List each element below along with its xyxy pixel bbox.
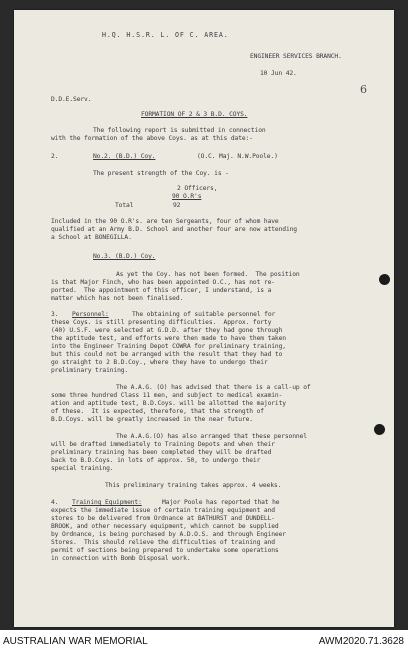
aag1-line: some three hundred Class 11 men, and subject to medical examin-	[51, 392, 283, 399]
para2-number: 2.	[51, 153, 59, 160]
total-value: 92	[173, 202, 181, 209]
aag2-line: preliminary training has been completed they will be drafted	[51, 449, 272, 456]
para2-body-line: a School at BONEGILLA.	[51, 234, 132, 241]
para3-line: into the Engineer Training Depot COWRA for preliminary training,	[51, 343, 286, 350]
no3-body-line: As yet the Coy. has not been formed. The position	[116, 271, 300, 278]
intro-line: with the formation of the above Coys. as at this date:-	[51, 135, 253, 142]
aag2-line: back to B.D.Coys. in lots of approx. 50, to undergo their	[51, 457, 261, 464]
aag2-line: The A.A.G.(O) has also arranged that these personnel	[116, 433, 307, 440]
aag1-line: B.D.Coys. will be greatly increased in the near future.	[51, 416, 253, 423]
para3-line: preliminary training.	[51, 367, 129, 374]
para4-line: stores to be delivered from Ordnance at BATHURST and DUNDELL-	[51, 515, 275, 522]
para4-line: permit of sections being prepared to undertake some operations	[51, 547, 279, 554]
para4-line: by Ordnance, is being purchased by A.D.O.S. and through Engineer	[51, 531, 286, 538]
intro-line: The following report is submitted in connection	[93, 127, 266, 134]
para3-line: but this could not be arranged with the result that they had to	[51, 351, 283, 358]
no3-body-line: is that Major Finch, who has been appointed O.C., has not re-	[51, 279, 275, 286]
page-number: 6	[360, 83, 367, 96]
para3-number: 3.	[51, 311, 59, 318]
strength-ors: 90 O.R's	[172, 193, 202, 200]
strength-officers: 2 Officers,	[177, 185, 218, 192]
total-label: Total	[115, 202, 134, 209]
para2-body-line: qualified at an Army B.D. School and another four are now attending	[51, 226, 297, 233]
footer-accession: AWM2020.71.3628	[318, 636, 404, 647]
document-date: 10 Jun 42.	[260, 70, 297, 77]
para4-line: in connection with Bomb Disposal work.	[51, 555, 191, 562]
punch-hole	[379, 274, 390, 285]
no3-heading: No.3. (B.D.) Coy.	[93, 253, 156, 260]
footer-bar	[0, 630, 408, 653]
header-line: H.Q. H.S.R. L. OF C. AREA.	[102, 31, 229, 39]
addressee: D.D.E.Serv.	[51, 96, 92, 103]
document-page	[14, 10, 394, 627]
para4-line: Major Poole has reported that he	[162, 499, 280, 506]
branch-label: ENGINEER SERVICES BRANCH.	[250, 53, 342, 60]
para4-heading: Training Equipment:	[72, 499, 142, 506]
para3-line: go straight to 2 B.D.Coy., where they have to undergo their	[51, 359, 268, 366]
aag1-line: ation and aptitude test, B.D.Coys. will be allotted the majority	[51, 400, 286, 407]
para3-line: (40) U.S.F. were selected at G.D.D. after they had gone through	[51, 327, 283, 334]
para2-heading: No.2. (B.D.) Coy.	[93, 153, 156, 160]
para4-number: 4.	[51, 499, 59, 506]
aag1-line: of these. It is expected, therefore, that the strength of	[51, 408, 264, 415]
para4-line: expects the immediate issue of certain training equipment and	[51, 507, 275, 514]
aag1-line: The A.A.G. (O) has advised that there is a call-up of	[116, 384, 311, 391]
para3-line: The obtaining of suitable personnel for	[132, 311, 276, 318]
no3-body-line: matter which has not been finalised.	[51, 295, 184, 302]
footer-source: AUSTRALIAN WAR MEMORIAL	[3, 636, 148, 647]
para3-heading: Personnel:	[72, 311, 109, 318]
para2-oc: (O.C. Maj. N.W.Poole.)	[197, 153, 278, 160]
aag2-line: special training.	[51, 465, 114, 472]
para4-line: BROOK, and other necessary equipment, which cannot be supplied	[51, 523, 279, 530]
no3-body-line: ported. The appointment of this officer, I understand, is a	[51, 287, 272, 294]
aag2-line: will be drafted immediately to Training Depots and when their	[51, 441, 275, 448]
para2-body-line: Included in the 90 O.R's. are ten Sergeants, four of whom have	[51, 218, 279, 225]
para3-line: the aptitude test, and efforts were then made to have them taken	[51, 335, 286, 342]
para4-line: Stores. This should relieve the difficulties of training and	[51, 539, 275, 546]
para3-line: these Coys. is still presenting difficulties. Approx. forty	[51, 319, 272, 326]
subject-line: FORMATION OF 2 & 3 B.D. COYS.	[141, 111, 248, 118]
training-time: This preliminary training takes approx. 4 weeks.	[105, 482, 282, 489]
strength-line: The present strength of the Coy. is -	[93, 170, 229, 177]
punch-hole	[374, 424, 385, 435]
